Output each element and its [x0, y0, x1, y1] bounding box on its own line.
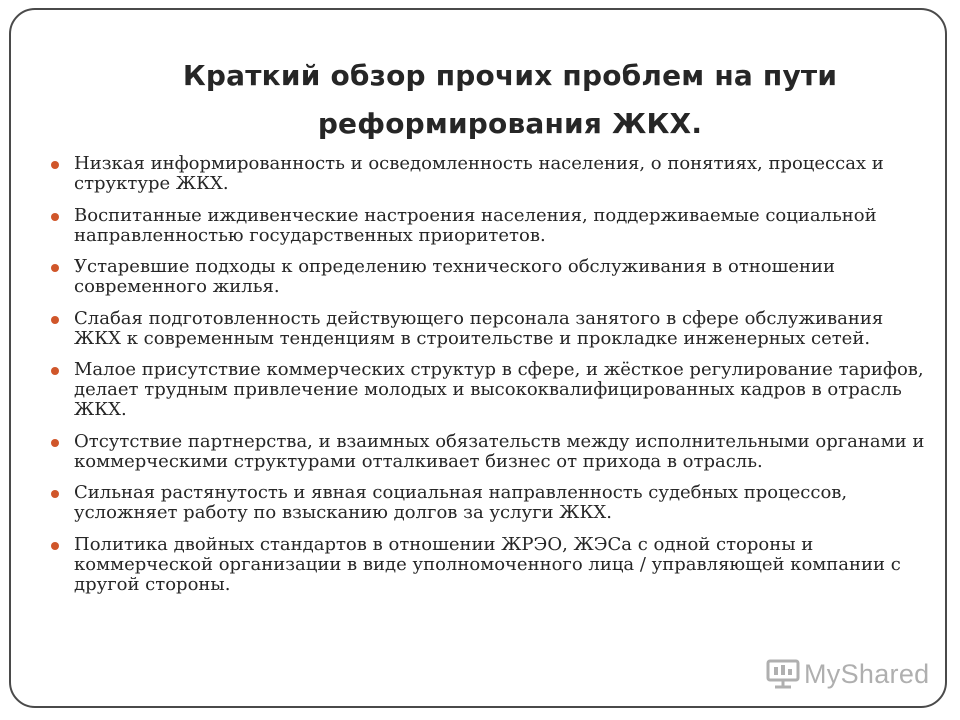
bullet-dot-icon [51, 264, 59, 272]
watermark-text: MyShared [804, 658, 930, 689]
slide-title: Краткий обзор прочих проблем на пути реформирования ЖКХ. [182, 59, 838, 140]
bullet-item [50, 483, 930, 523]
bullet-text: Слабая подготовленность действующего персонала занятого в сфере обслуживания ЖКХ к современным тенденциям в строительстве и прокладке инженерных сетей. [74, 307, 884, 349]
presentation-board-icon [766, 659, 800, 689]
bullet-text: Низкая информированность и осведомленность населения, о понятиях, процессах и структуре ЖКХ. [74, 153, 884, 194]
myshared-watermark [766, 657, 929, 691]
bullet-item [50, 432, 930, 472]
bullet-dot-icon [51, 213, 59, 221]
bullet-dot-icon [51, 542, 59, 550]
bullet-dot-icon [51, 316, 59, 324]
bullet-item [50, 360, 930, 420]
bullet-dot-icon [51, 490, 59, 498]
bullet-item [50, 257, 930, 297]
bullet-text: Малое присутствие коммерческих структур в сфере, и жёсткое регулирование тарифов, делает трудным привлечение молодых и высококвалифицированных кадров в отрасль ЖКХ. [74, 359, 924, 420]
bullet-text: Воспитанные иждивенческие настроения населения, поддерживаемые социальной направленностью государственных приоритетов. [74, 204, 877, 246]
bullet-list [50, 154, 930, 606]
bullet-dot-icon [51, 161, 59, 169]
bullet-text: Устаревшие подходы к определению технического обслуживания в отношении современного жилья. [74, 256, 836, 297]
bullet-item [50, 309, 930, 349]
bullet-text: Сильная растянутость и явная социальная направленность судебных процессов, усложняет работу по взысканию долгов за услуги ЖКХ. [74, 482, 848, 523]
bullet-text: Отсутствие партнерства, и взаимных обязательств между исполнительными органами и коммерческими структурами отталкивает бизнес от прихода в отрасль. [74, 430, 925, 472]
bullet-item [50, 206, 930, 246]
bullet-dot-icon [51, 439, 59, 447]
bullet-item [50, 535, 930, 595]
bullet-text: Политика двойных стандартов в отношении ЖРЭО, ЖЭСа с одной стороны и коммерческой организации в виде уполномоченного лица / управляющей компании с другой стороны. [74, 533, 901, 595]
bullet-item [50, 154, 930, 194]
bullet-dot-icon [51, 367, 59, 375]
